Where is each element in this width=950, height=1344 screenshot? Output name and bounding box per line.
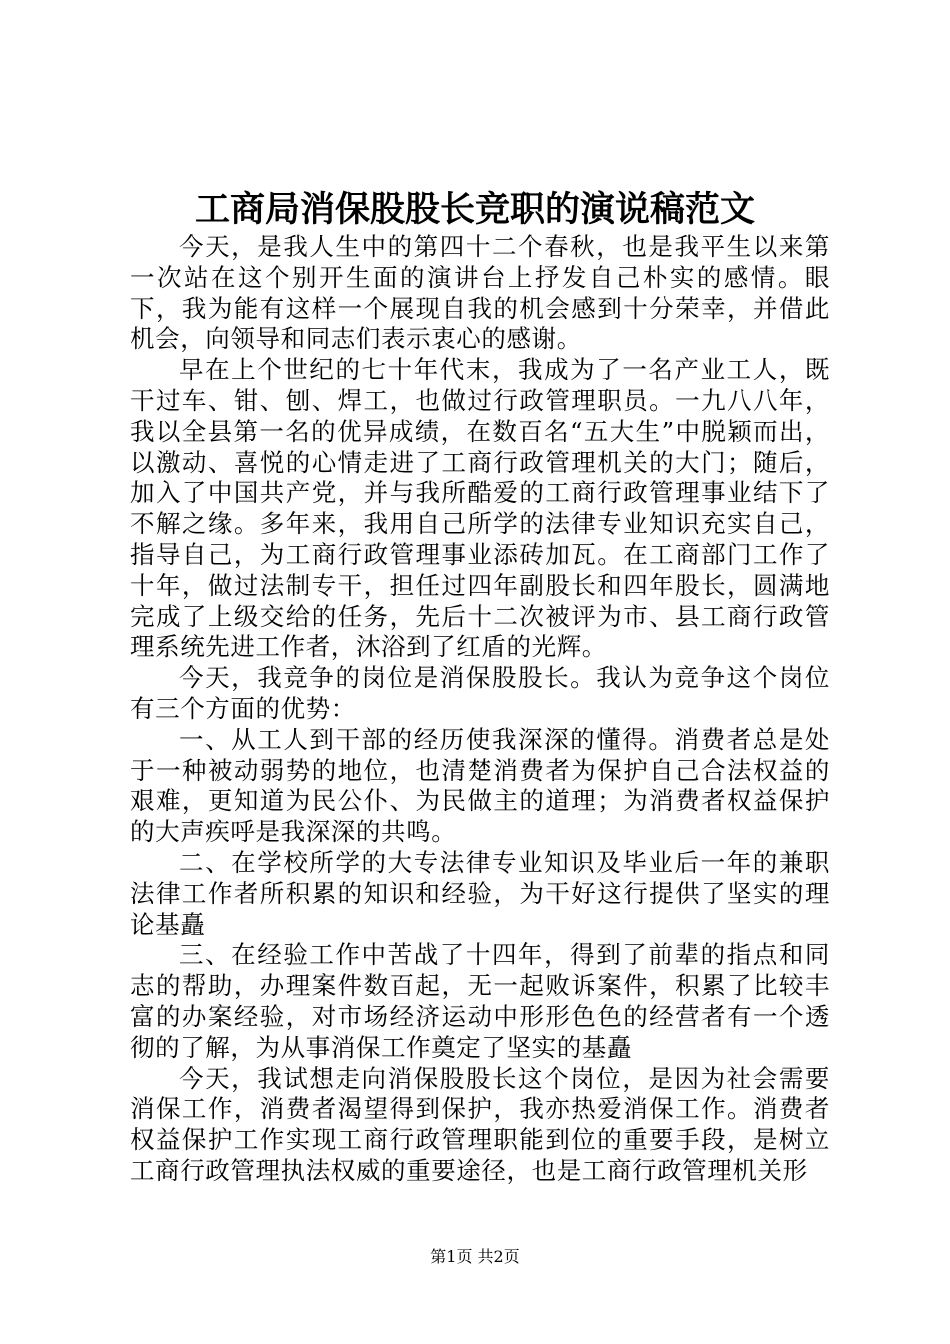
paragraph: 一、从工人到干部的经历使我深深的懂得。消费者总是处于一种被动弱势的地位，也清楚消费者为保护自己合法权益的艰难，更知道为民公仆、为民做主的道理；为消费者权益保护的大声疾呼是我深深的共鸣。	[130, 724, 830, 847]
paragraph: 三、在经验工作中苦战了十四年，得到了前辈的指点和同志的帮助，办理案件数百起，无一起败诉案件，积累了比较丰富的办案经验，对市场经济运动中形形色色的经营者有一个透彻的了解，为从事消保工作奠定了坚实的基矗	[130, 940, 830, 1062]
page-footer: 第1页 共2页	[430, 1247, 520, 1266]
document-title: 工商局消保股股长竞职的演说稿范文	[194, 189, 755, 230]
paragraph: 今天，我竞争的岗位是消保股股长。我认为竞争这个岗位有三个方面的优势：	[130, 663, 830, 723]
paragraph: 二、在学校所学的大专法律专业知识及毕业后一年的兼职法律工作者所积累的知识和经验，为干好这行提供了坚实的理论基矗	[130, 847, 830, 939]
document-body	[130, 232, 830, 1187]
paragraph: 今天，是我人生中的第四十二个春秋，也是我平生以来第一次站在这个别开生面的演讲台上抒发自己朴实的感情。眼下，我为能有这样一个展现自我的机会感到十分荣幸，并借此机会，向领导和同志们表示衷心的感谢。	[130, 232, 830, 354]
paragraph: 今天，我试想走向消保股股长这个岗位，是因为社会需要消保工作，消费者渴望得到保护，我亦热爱消保工作。消费者权益保护工作实现工商行政管理职能到位的重要手段，是树立工商行政管理执法权威的重要途径，也是工商行政管理机关形	[130, 1063, 830, 1185]
paragraph: 早在上个世纪的七十年代末，我成为了一名产业工人，既干过车、钳、刨、焊工，也做过行政管理职员。一九八八年，我以全县第一名的优异成绩，在数百名“五大生”中脱颖而出，以激动、喜悦的心情走进了工商行政管理机关的大门；随后，加入了中国共产党，并与我所酷爱的工商行政管理事业结下了不解之缘。多年来，我用自己所学的法律专业知识充实自己，指导自己，为工商行政管理事业添砖加瓦。在工商部门工作了十年，做过法制专干，担任过四年副股长和四年股长，圆满地完成了上级交给的任务，先后十二次被评为市、县工商行政管理系统先进工作者，沐浴到了红盾的光辉。	[130, 355, 830, 662]
